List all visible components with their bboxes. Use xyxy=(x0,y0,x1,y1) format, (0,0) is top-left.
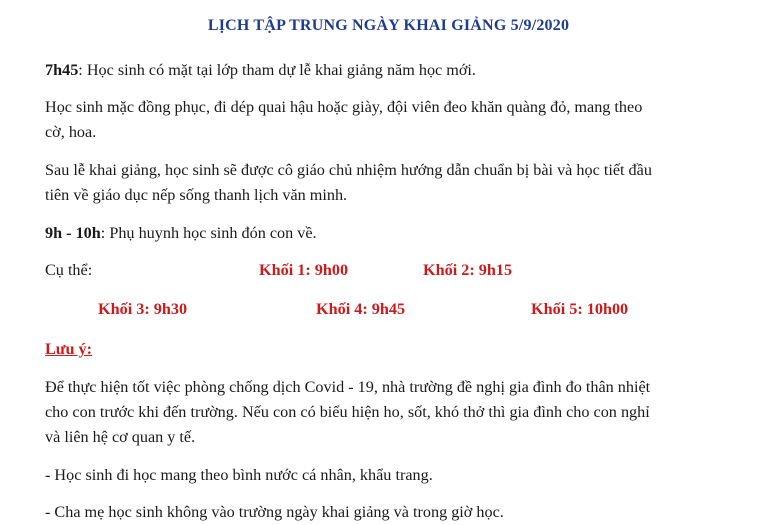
paragraph-uniform-line1: Học sinh mặc đồng phục, đi dép quai hậu hoặc giày, đội viên đeo khăn quàng đỏ, mang theo xyxy=(45,98,643,116)
schedule-label: Cụ thể: xyxy=(45,261,93,279)
paragraph-after-ceremony-line1: Sau lễ khai giảng, học sinh sẽ được cô giáo chủ nhiệm hướng dẫn chuẩn bị bài và học tiết đầu xyxy=(45,161,652,179)
paragraph-uniform-line2: cờ, hoa. xyxy=(45,123,97,141)
paragraph-pickup xyxy=(45,221,317,246)
note-heading: Lưu ý: xyxy=(45,340,93,358)
grade-1-time: Khối 1: 9h00 xyxy=(259,261,349,279)
cut-off-heading xyxy=(346,0,430,3)
note-line1: Để thực hiện tốt việc phòng chống dịch Covid - 19, nhà trường đề nghị gia đình đo thân nhiệt xyxy=(45,378,651,396)
note-line2: cho con trước khi đến trường. Nếu con có biểu hiện ho, sốt, khó thở thì gia đình cho con nghỉ xyxy=(45,403,650,421)
paragraph-arrival xyxy=(45,58,476,83)
grade-4-time: Khối 4: 9h45 xyxy=(316,300,406,318)
arrival-text: : Học sinh có mặt tại lớp tham dự lễ khai giảng năm học mới. xyxy=(78,61,476,79)
bullet-water-mask: - Học sinh đi học mang theo bình nước cá nhân, khẩu trang. xyxy=(45,466,433,484)
arrival-time: 7h45 xyxy=(45,61,79,79)
pickup-text: : Phụ huynh học sinh đón con về. xyxy=(100,224,317,242)
document-title: LỊCH TẬP TRUNG NGÀY KHAI GIẢNG 5/9/2020 xyxy=(207,17,570,34)
paragraph-after-ceremony-line2: tiên về giáo dục nếp sống thanh lịch văn minh. xyxy=(45,186,348,204)
note-line3: và liên hệ cơ quan y tế. xyxy=(45,428,196,446)
grade-5-time: Khối 5: 10h00 xyxy=(531,300,629,318)
grade-3-time: Khối 3: 9h30 xyxy=(98,300,188,318)
grade-2-time: Khối 2: 9h15 xyxy=(423,261,513,279)
bullet-parents: - Cha mẹ học sinh không vào trường ngày khai giảng và trong giờ học. xyxy=(45,503,504,521)
pickup-time: 9h - 10h xyxy=(45,224,101,242)
